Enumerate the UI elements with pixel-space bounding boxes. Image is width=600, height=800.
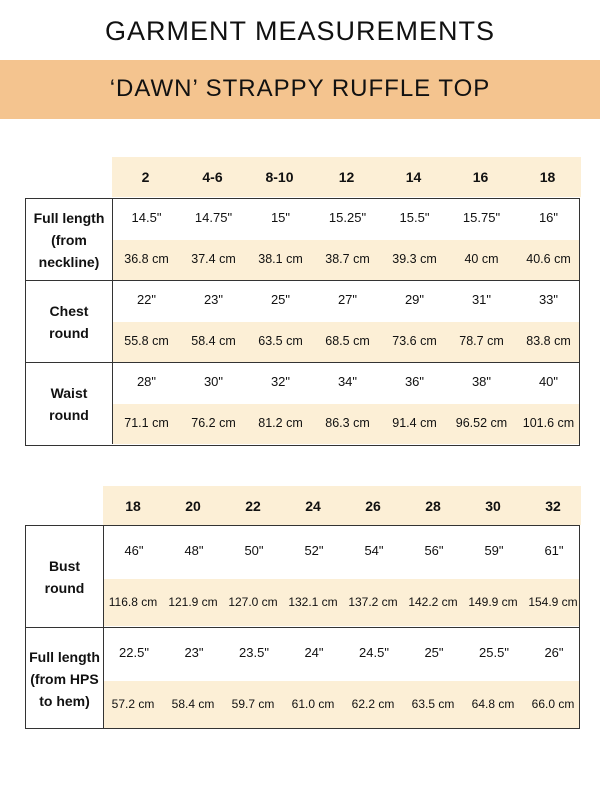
inch-value: 46" <box>124 543 144 558</box>
inch-value: 22" <box>136 292 157 307</box>
size-header-cell: 12 <box>338 169 355 185</box>
measurement-label <box>26 207 112 273</box>
cm-value: 63.5 cm <box>258 334 303 348</box>
measurement-table-2 <box>25 525 580 729</box>
size-header-cell: 22 <box>245 498 261 514</box>
product-name: ‘DAWN’ STRAPPY RUFFLE TOP <box>109 75 491 102</box>
measurement-table-1 <box>25 198 580 446</box>
inch-value: 40" <box>538 374 559 389</box>
inch-value: 31" <box>471 292 492 307</box>
inch-value: 52" <box>304 543 324 558</box>
measurement-label-line: round <box>49 406 89 423</box>
measurement-label-cell <box>26 281 113 362</box>
cm-value: 62.2 cm <box>351 697 395 711</box>
measurement-label <box>26 555 103 599</box>
inch-value: 14.5" <box>131 210 162 225</box>
cm-value: 63.5 cm <box>411 697 455 711</box>
cm-value: 58.4 cm <box>171 697 215 711</box>
measurement-label-cell <box>26 363 113 444</box>
size-header-cell: 18 <box>125 498 141 514</box>
inch-value: 15.25" <box>328 210 367 225</box>
measurement-label-line: round <box>44 579 85 596</box>
measurement-label-line: neckline) <box>38 253 100 270</box>
cm-value: 83.8 cm <box>526 334 571 348</box>
size-header-cell: 4-6 <box>202 169 223 185</box>
cm-value: 132.1 cm <box>288 595 338 609</box>
cm-value: 40 cm <box>464 252 499 266</box>
cm-value: 91.4 cm <box>392 416 437 430</box>
measurement-label-line: Bust <box>48 557 81 574</box>
measurement-label-line: to hem) <box>39 692 90 709</box>
inch-value: 22.5" <box>119 645 149 660</box>
cm-value: 154.9 cm <box>528 595 578 609</box>
cm-value: 64.8 cm <box>471 697 515 711</box>
cm-value: 37.4 cm <box>191 252 236 266</box>
size-header-cell: 24 <box>305 498 321 514</box>
cm-value: 39.3 cm <box>392 252 437 266</box>
size-header-row-1 <box>112 157 581 197</box>
cm-value: 96.52 cm <box>455 416 508 430</box>
inch-value: 59" <box>484 543 504 558</box>
cm-value: 68.5 cm <box>325 334 370 348</box>
cm-value: 71.1 cm <box>124 416 169 430</box>
size-header-cell: 32 <box>545 498 561 514</box>
measurement-label-line: (from HPS <box>30 670 99 687</box>
measurement-label-line: Waist <box>50 384 88 401</box>
size-header-cell: 30 <box>485 498 501 514</box>
row-divider <box>26 627 579 628</box>
cm-value: 40.6 cm <box>526 252 571 266</box>
inch-value: 24.5" <box>359 645 389 660</box>
inch-value: 16" <box>538 210 559 225</box>
cm-value: 58.4 cm <box>191 334 236 348</box>
inch-value: 54" <box>364 543 384 558</box>
page-title: GARMENT MEASUREMENTS <box>104 16 496 46</box>
cm-value: 81.2 cm <box>258 416 303 430</box>
inch-value: 25" <box>424 645 444 660</box>
cm-value: 73.6 cm <box>392 334 437 348</box>
inch-value: 36" <box>404 374 425 389</box>
inch-value: 56" <box>424 543 444 558</box>
measurement-label-line: Full length <box>29 648 100 665</box>
inch-value: 15.75" <box>462 210 501 225</box>
inch-value: 26" <box>544 645 564 660</box>
cm-value: 86.3 cm <box>325 416 370 430</box>
inch-value: 24" <box>304 645 324 660</box>
cm-value: 116.8 cm <box>108 595 158 609</box>
cm-value: 142.2 cm <box>408 595 458 609</box>
inch-value: 14.75" <box>194 210 233 225</box>
inch-value: 32" <box>270 374 291 389</box>
size-header-cell: 26 <box>365 498 381 514</box>
inch-value: 29" <box>404 292 425 307</box>
inch-value: 61" <box>544 543 564 558</box>
cm-value: 61.0 cm <box>291 697 335 711</box>
inch-value: 27" <box>337 292 358 307</box>
inch-value: 15.5" <box>399 210 430 225</box>
inch-value: 50" <box>244 543 264 558</box>
inch-value: 23.5" <box>239 645 269 660</box>
size-header-cell: 20 <box>185 498 201 514</box>
cm-value: 127.0 cm <box>228 595 278 609</box>
size-header-cell: 18 <box>539 169 556 185</box>
size-header-cell: 8-10 <box>265 169 294 185</box>
measurement-label-cell <box>26 526 104 627</box>
size-header-row-2 <box>103 486 581 525</box>
measurement-label-line: Chest <box>49 302 89 319</box>
cm-value: 38.1 cm <box>258 252 303 266</box>
measurement-label-line: Full length <box>33 209 105 226</box>
cm-value: 78.7 cm <box>459 334 504 348</box>
measurement-label <box>26 646 103 712</box>
size-header-cell: 2 <box>141 169 150 185</box>
inch-value: 30" <box>203 374 224 389</box>
size-header-cell: 28 <box>425 498 441 514</box>
inch-value: 38" <box>471 374 492 389</box>
inch-value: 48" <box>184 543 204 558</box>
measurement-label <box>26 300 112 344</box>
inch-value: 23" <box>203 292 224 307</box>
cm-value: 101.6 cm <box>522 416 575 430</box>
cm-value: 59.7 cm <box>231 697 275 711</box>
measurement-label-cell <box>26 628 104 729</box>
inch-value: 25.5" <box>479 645 509 660</box>
inch-value: 33" <box>538 292 559 307</box>
cm-value: 66.0 cm <box>531 697 575 711</box>
cm-value: 149.9 cm <box>468 595 518 609</box>
cm-value: 76.2 cm <box>191 416 236 430</box>
inch-value: 28" <box>136 374 157 389</box>
measurement-label-line: (from <box>51 231 87 248</box>
cm-value: 55.8 cm <box>124 334 169 348</box>
cm-value: 38.7 cm <box>325 252 370 266</box>
inch-value: 25" <box>270 292 291 307</box>
inch-value: 34" <box>337 374 358 389</box>
measurement-label <box>26 382 112 426</box>
inch-value: 15" <box>270 210 291 225</box>
cm-value: 121.9 cm <box>168 595 218 609</box>
cm-value: 36.8 cm <box>124 252 169 266</box>
measurement-label-line: round <box>49 324 89 341</box>
measurement-label-cell <box>26 199 113 280</box>
cm-value: 137.2 cm <box>348 595 398 609</box>
inch-value: 23" <box>184 645 204 660</box>
size-header-cell: 14 <box>405 169 422 185</box>
size-header-cell: 16 <box>472 169 489 185</box>
cm-value: 57.2 cm <box>111 697 155 711</box>
